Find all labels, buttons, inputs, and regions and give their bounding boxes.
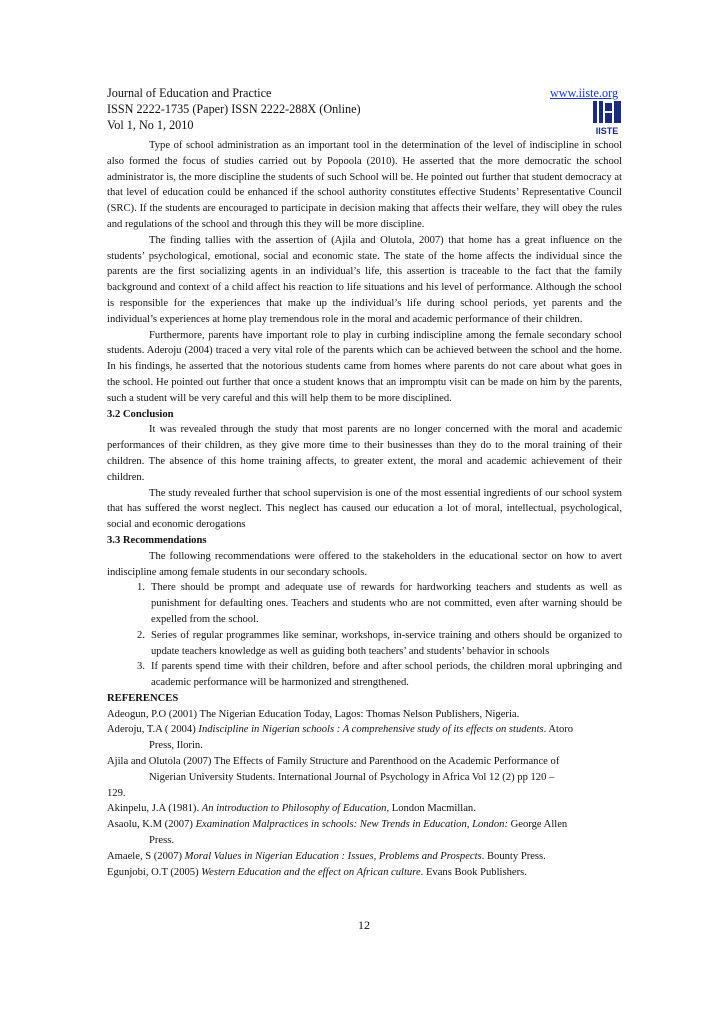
issn-line: ISSN 2222-1735 (Paper) ISSN 2222-288X (Online) — [107, 102, 361, 116]
reference-title: An introduction to Philosophy of Education — [201, 803, 387, 815]
volume-line: Vol 1, No 1, 2010 — [107, 118, 194, 132]
list-number: 3. — [137, 661, 145, 673]
reference-text: Aderoju, T.A ( 2004) — [107, 724, 199, 736]
recommendations-intro: The following recommendations were offered to the stakeholders in the educational sector on how to avert indiscipline among female students in our secondary schools. — [107, 550, 622, 578]
reference-text: Egunjobi, O.T (2005) — [107, 866, 202, 878]
article-body — [107, 138, 622, 880]
reference-entry — [107, 865, 622, 881]
paragraph: Furthermore, parents have important role to play in curbing indiscipline among the female secondary school students. Aderoju (2004) traced a very vital role of the parents which can be achieved between the school and the home. In his findings, he asserted that the notorious students came from homes where parents do not care about what goes in the school. He pointed out further that once a student knows that an impromptu visit can be made on him by the parents, such a student will be very careful and this will help them to be more disciplined. — [107, 329, 622, 404]
journal-url-link[interactable]: www.iiste.org — [550, 86, 619, 100]
reference-text: , London Macmillan. — [386, 803, 476, 815]
reference-text: Adeogun, P.O (2001) The Nigerian Education Today, Lagos: Thomas Nelson Publishers, Nigeria. — [107, 708, 520, 720]
list-item — [107, 580, 622, 627]
list-item — [107, 628, 622, 660]
journal-title: Journal of Education and Practice — [107, 86, 272, 100]
reference-text: Amaele, S (2007) — [107, 850, 185, 862]
list-text: Series of regular programmes like seminar, workshops, in-service training and others should be organized to update teachers knowledge as well as guiding both teachers’ and students’ behavior in schools — [151, 629, 622, 657]
reference-title: Examination Malpractices in schools: New Trends in Education, London: — [195, 819, 508, 831]
paragraph: The study revealed further that school supervision is one of the most essential ingredients of our school system that has suffered the worst neglect. This neglect has caused our education a lot of moral, intellectual, psychological, social and economic derogations — [107, 487, 622, 531]
reference-entry — [107, 722, 622, 754]
paragraph: Type of school administration as an important tool in the determination of the level of indiscipline in school also formed the focus of studies carried out by Popoola (2010). He asserted that the more democratic the school administrator is, the more discipline the students of such School will be. He pointed out further that student democracy at that level of education could be enhanced if the school authority constitutes effective Students’ Representative Council (SRC). If the students are encouraged to participate in decision making that affects their welfare, they will obey the rules and regulations of the school and through this they will be more discipline. — [107, 140, 622, 230]
logo-text: IISTE — [595, 126, 619, 136]
references-heading: REFERENCES — [107, 692, 179, 704]
reference-entry — [107, 786, 622, 802]
reference-title: Western Education and the effect on African culture — [201, 866, 421, 878]
recommendations-heading: 3.3 Recommendations — [107, 534, 207, 546]
list-text: If parents spend time with their children, before and after school periods, the children moral upbringing and academic performance will be harmonized and strengthened. — [151, 661, 622, 689]
paragraph: The finding tallies with the assertion of (Ajila and Olutola, 2007) that home has a great influence on the students’ psychological, emotional, social and economic state. The state of the home affects the individual since the parents are the first socializing agents in an individual’s life, this assertion is traceable to the fact that the family background and context of a child affect his reaction to life situations and his level of performance. Although the school is responsible for the experiences that make up the individual’s life during school periods, yet parents and the individual’s experiences at home play tremendous role in the moral and academic performance of their children. — [107, 234, 622, 325]
reference-text: Ajila and Olutola (2007) The Effects of Family Structure and Parenthood on the Academic Performance of — [107, 756, 560, 768]
conclusion-heading: 3.2 Conclusion — [107, 408, 174, 420]
paragraph: It was revealed through the study that most parents are no longer concerned with the moral and academic performances of their children, as they give more time to their businesses than they do to the moral training of their children. The absence of this home training affects, to greater extent, the moral and academic achievement of their children. — [107, 424, 622, 483]
reference-text: Asaolu, K.M (2007) — [107, 819, 196, 831]
reference-text: . Atoro — [543, 724, 574, 736]
reference-entry — [107, 754, 622, 786]
reference-text: 129. — [107, 787, 126, 799]
reference-entry — [107, 707, 622, 723]
reference-title: Indiscipline in Nigerian schools : A comprehensive study of its effects on students — [198, 724, 544, 736]
reference-entry — [107, 801, 622, 817]
recommendations-list — [107, 580, 622, 691]
reference-entry — [107, 849, 622, 865]
reference-continuation: Press. — [149, 835, 175, 847]
reference-entry — [107, 817, 622, 849]
list-number: 1. — [137, 582, 145, 594]
list-item — [107, 659, 622, 691]
reference-text: . Bounty Press. — [481, 850, 546, 862]
reference-continuation: Press, Ilorin. — [149, 740, 203, 752]
iiste-logo — [592, 101, 622, 137]
page-number: 12 — [358, 918, 370, 932]
list-number: 2. — [137, 629, 145, 641]
reference-title: Moral Values in Nigerian Education : Issues, Problems and Prospects — [184, 850, 482, 862]
reference-text: . Evans Book Publishers. — [420, 866, 527, 878]
list-text: There should be prompt and adequate use of rewards for hardworking teachers and students as well as punishment for defaulting ones. Teachers and students who are not committed, even after warning should be expelled from the school. — [151, 582, 622, 625]
reference-continuation: Nigerian University Students. International Journal of Psychology in Africa Vol 12 (2) pp 120 – — [149, 771, 555, 783]
reference-text: George Allen — [507, 819, 568, 831]
reference-text: Akinpelu, J.A (1981). — [107, 803, 202, 815]
